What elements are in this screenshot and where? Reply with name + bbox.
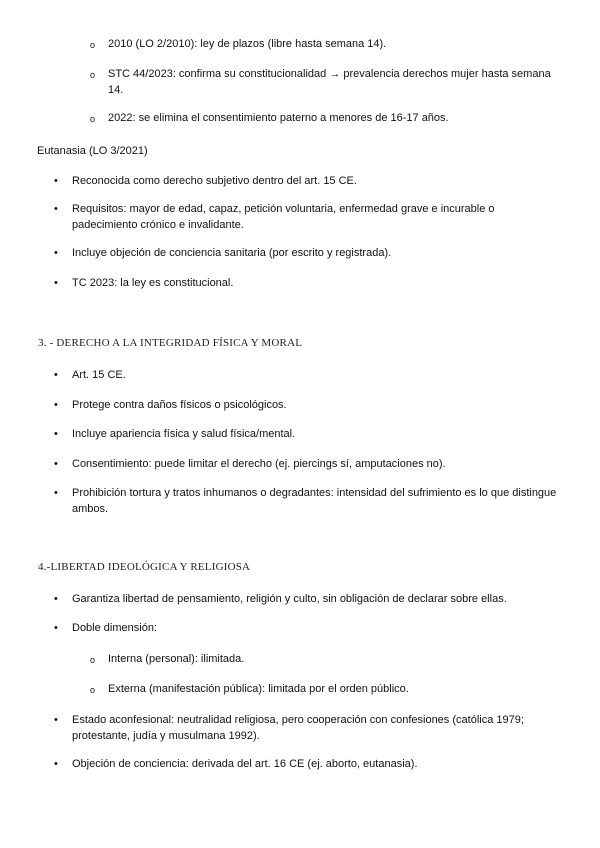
circle-bullet-icon: o: [90, 70, 96, 80]
bullet-icon: •: [54, 758, 58, 770]
list-item-text: Garantiza libertad de pensamiento, religión y culto, sin obligación de declarar sobre ellas.: [72, 593, 507, 605]
bullet-icon: •: [54, 458, 58, 470]
list-item-text: Reconocida como derecho subjetivo dentro del art. 15 CE.: [72, 175, 357, 187]
bullet-icon: •: [54, 247, 58, 259]
bullet-icon: •: [54, 428, 58, 440]
list-item-text: Interna (personal): ilimitada.: [108, 653, 245, 665]
list-item-text: Prohibición tortura y tratos inhumanos o degradantes: intensidad del sufrimiento es lo que distingue ambos.: [72, 487, 557, 515]
subheading-eutanasia: Eutanasia (LO 3/2021): [37, 145, 148, 157]
circle-bullet-icon: o: [90, 685, 96, 695]
list-item-text: Objeción de conciencia: derivada del art. 16 CE (ej. aborto, eutanasia).: [72, 758, 418, 770]
list-item-text: Consentimiento: puede limitar el derecho (ej. piercings sí, amputaciones no).: [72, 458, 446, 470]
circle-bullet-icon: o: [90, 655, 96, 665]
list-item-text: Doble dimensión:: [72, 622, 157, 634]
list-item-text: 2022: se elimina el consentimiento paterno a menores de 16-17 años.: [108, 112, 449, 124]
bullet-icon: •: [54, 622, 58, 634]
section-heading-4: 4.-LIBERTAD IDEOLÓGICA Y RELIGIOSA: [38, 561, 251, 573]
section-heading-3: 3. - DERECHO A LA INTEGRIDAD FÍSICA Y MORAL: [38, 337, 303, 349]
list-item-text: Incluye apariencia física y salud física/mental.: [72, 428, 296, 440]
list-item-text: Requisitos: mayor de edad, capaz, petición voluntaria, enfermedad grave e incurable o padecimiento crónico e invalidante.: [72, 203, 495, 231]
list-item-text: Estado aconfesional: neutralidad religiosa, pero cooperación con confesiones (católica 1979; protestante, judía y musulmana 1992).: [72, 714, 524, 742]
bullet-icon: •: [54, 277, 58, 289]
bullet-icon: •: [54, 593, 58, 605]
list-item-text: STC 44/2023: confirma su constitucionalidad → prevalencia derechos mujer hasta semana 14.: [108, 68, 551, 96]
bullet-icon: •: [54, 399, 58, 411]
circle-bullet-icon: o: [90, 114, 96, 124]
bullet-icon: •: [54, 714, 58, 726]
list-item-text: Incluye objeción de conciencia sanitaria (por escrito y registrada).: [72, 247, 392, 259]
list-item-text: TC 2023: la ley es constitucional.: [72, 277, 234, 289]
bullet-icon: •: [54, 175, 58, 187]
bullet-icon: •: [54, 369, 58, 381]
list-item-text: 2010 (LO 2/2010): ley de plazos (libre hasta semana 14).: [108, 38, 387, 50]
bullet-icon: •: [54, 203, 58, 215]
list-item-text: Art. 15 CE.: [72, 369, 126, 381]
bullet-icon: •: [54, 487, 58, 499]
circle-bullet-icon: o: [90, 40, 96, 50]
list-item-text: Protege contra daños físicos o psicológicos.: [72, 399, 287, 411]
list-item-text: Externa (manifestación pública): limitada por el orden público.: [108, 683, 409, 695]
